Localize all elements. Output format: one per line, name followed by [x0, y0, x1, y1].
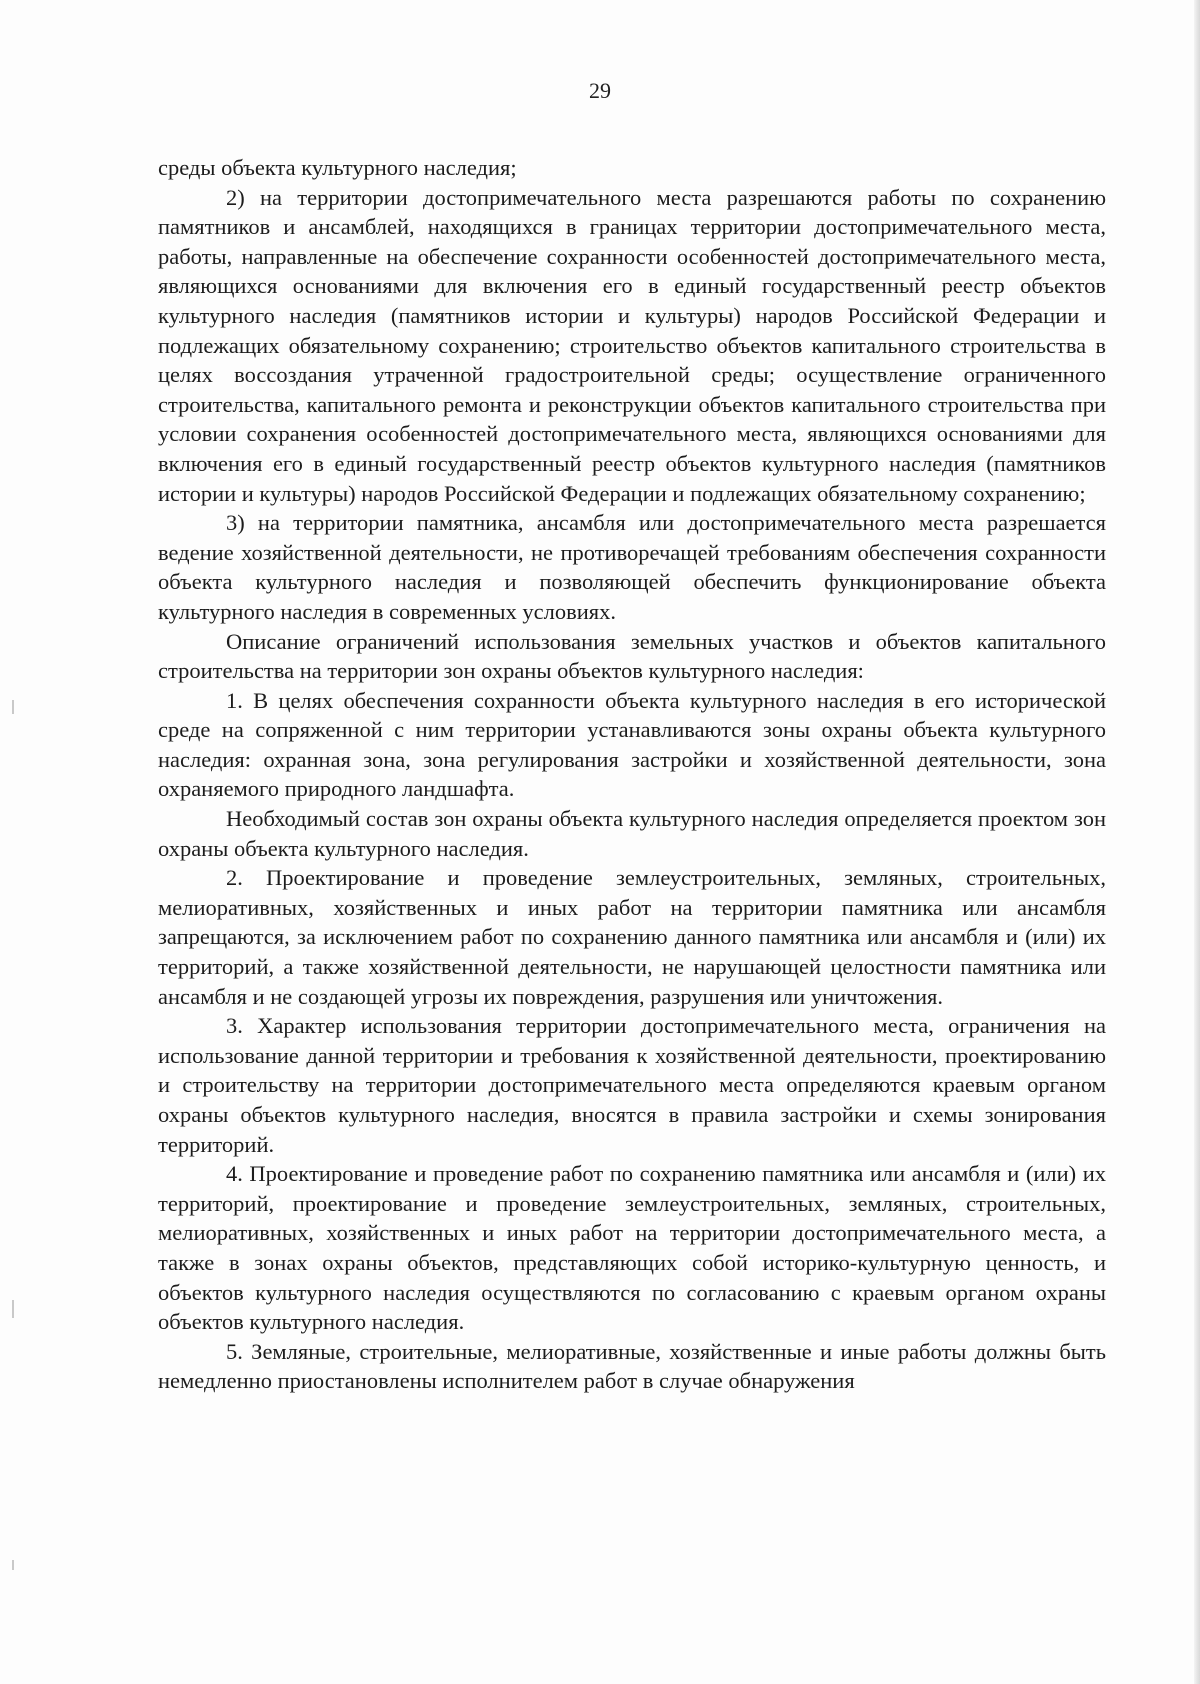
scan-mark	[12, 1560, 14, 1570]
scan-mark	[12, 1300, 14, 1318]
page-number: 29	[589, 78, 611, 103]
paragraph-restrictions-intro: Описание ограничений использования земельных участков и объектов капитального строительства на территории зон охраны объектов культурного наследия:	[158, 628, 1106, 684]
paragraph-point-4: 4. Проектирование и проведение работ по сохранению памятника или ансамбля и (или) их территорий, проектирование и проведение землеустроительных, земляных, строительных, мелиоративных, хозяйственных и иных работ на территории достопримечательного места, а также в зонах охраны объектов, представляющих собой историко-культурную ценность, и объектов культурного наследия осуществляются по согласованию с краевым органом охраны объектов культурного наследия.	[158, 1161, 1106, 1335]
paragraph-point-2: 2. Проектирование и проведение землеустроительных, земляных, строительных, мелиоративных, хозяйственных и иных работ на территории памятника или ансамбля запрещаются, за исключением работ по сохранению данного памятника или ансамбля и (или) их территорий, а также хозяйственной деятельности, не нарушающей целостности памятника или ансамбля и не создающей угрозы их повреждения, разрушения или уничтожения.	[158, 865, 1106, 1009]
paragraph-point-1: 1. В целях обеспечения сохранности объекта культурного наследия в его исторической среде на сопряженной с ним территории устанавливаются зоны охраны объекта культурного наследия: охранная зона, зона регулирования застройки и хозяйственной деятельности, зона охраняемого природного ландшафта.	[158, 687, 1106, 802]
document-body	[158, 153, 1106, 1396]
paragraph-point-5: 5. Земляные, строительные, мелиоративные, хозяйственные и иные работы должны быть немедленно приостановлены исполнителем работ в случае обнаружения	[158, 1338, 1106, 1394]
paragraph-item-3: 3) на территории памятника, ансамбля или достопримечательного места разрешается ведение хозяйственной деятельности, не противоречащей требованиям обеспечения сохранности объекта культурного наследия и позволяющей обеспечить функционирование объекта культурного наследия в современных условиях.	[158, 510, 1106, 624]
paragraph-zone-composition: Необходимый состав зон охраны объекта культурного наследия определяется проектом зон охраны объекта культурного наследия.	[158, 806, 1106, 861]
scan-edge	[1194, 0, 1200, 1684]
paragraph-item-2: 2) на территории достопримечательного места разрешаются работы по сохранению памятников и ансамблей, находящихся в границах территории достопримечательного места, работы, направленные на обеспечение сохранности особенностей достопримечательного места, являющихся основаниями для включения его в единый государственный реестр объектов культурного наследия (памятников истории и культуры) народов Российской Федерации и подлежащих обязательному сохранению; строительство объектов капитального строительства в целях воссоздания утраченной градостроительной среды; осуществление ограниченного строительства, капитального ремонта и реконструкции объектов капитального строительства при условии сохранения особенностей достопримечательного места, являющихся основаниями для включения его в единый государственный реестр объектов культурного наследия (памятников истории и культуры) народов Российской Федерации и подлежащих обязательному сохранению;	[158, 184, 1106, 506]
paragraph-continuation: среды объекта культурного наследия;	[158, 155, 517, 180]
scan-mark	[12, 700, 14, 714]
paragraph-point-3: 3. Характер использования территории достопримечательного места, ограничения на использование данной территории и требования к хозяйственной деятельности, проектированию и строительству на территории достопримечательного места определяются краевым органом охраны объектов культурного наследия, вносятся в правила застройки и схемы зонирования территорий.	[158, 1013, 1106, 1157]
